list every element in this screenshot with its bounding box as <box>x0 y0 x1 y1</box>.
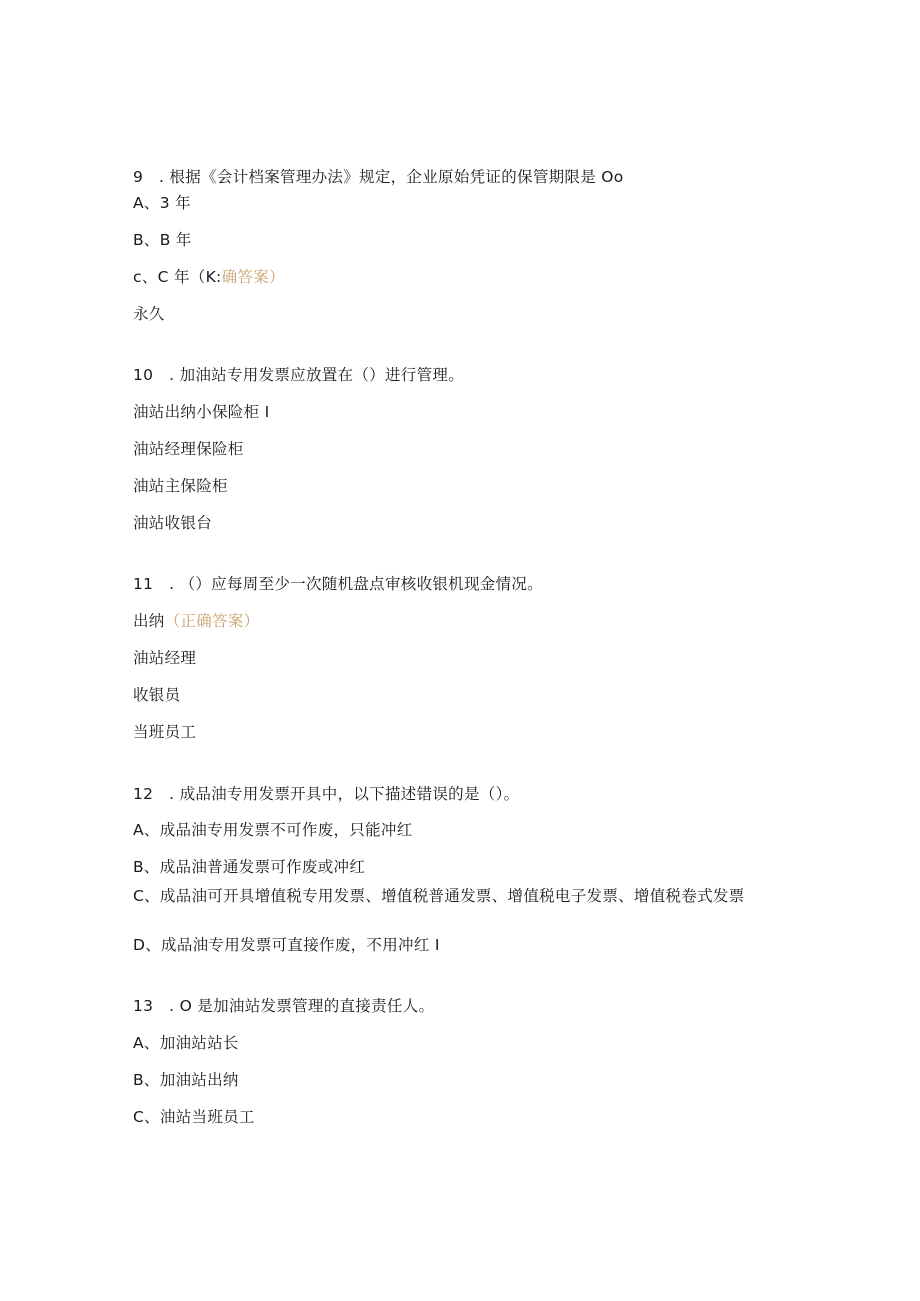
question-13-option-a: A、加油站站长 <box>133 1034 239 1052</box>
question-9-option-d: 永久 <box>133 305 165 323</box>
question-12-option-b: B、成品油普通发票可作废或冲红 <box>133 858 366 876</box>
question-13-stem: 13 . O 是加油站发票管理的直接责任人。 <box>133 997 435 1015</box>
question-11-option-b: 油站经理 <box>133 649 197 667</box>
question-9-option-c <box>133 267 285 287</box>
question-11-stem: 11 . （）应每周至少一次随机盘点审核收银机现金情况。 <box>133 575 543 593</box>
question-12-option-c: C、成品油可开具增值税专用发票、增值税普通发票、增值税电子发票、增值税卷式发票 <box>133 887 745 905</box>
question-10-option-b: 油站经理保险柜 <box>133 440 244 458</box>
question-13-option-b: B、加油站出纳 <box>133 1071 239 1089</box>
question-12-option-d: D、成品油专用发票可直接作废，不用冲红 I <box>133 936 440 954</box>
question-11-option-c: 收银员 <box>133 686 181 704</box>
option-text: 出纳 <box>133 612 165 630</box>
question-12-stem: 12 . 成品油专用发票开具中，以下描述错误的是（）。 <box>133 785 520 803</box>
question-11-option-d: 当班员工 <box>133 723 197 741</box>
question-10-stem: 10 . 加油站专用发票应放置在（）进行管理。 <box>133 366 464 384</box>
question-11-option-a <box>133 611 259 631</box>
question-10-option-a: 油站出纳小保险柜 I <box>133 403 270 421</box>
correct-answer-note: （正确答案） <box>164 612 260 630</box>
question-9-option-a: A、3 年 <box>133 194 191 212</box>
question-9-option-b: B、B 年 <box>133 231 192 249</box>
question-12-option-a: A、成品油专用发票不可作废，只能冲红 <box>133 821 413 839</box>
question-10-option-d: 油站收银台 <box>133 514 213 532</box>
question-10-option-c: 油站主保险柜 <box>133 477 228 495</box>
correct-answer-note: 确答案） <box>221 268 285 286</box>
option-text: c、C 年（K: <box>133 268 222 286</box>
question-13-option-c: C、油站当班员工 <box>133 1108 255 1126</box>
question-9-stem: 9 . 根据《会计档案管理办法》规定，企业原始凭证的保管期限是 Oo <box>133 168 624 186</box>
